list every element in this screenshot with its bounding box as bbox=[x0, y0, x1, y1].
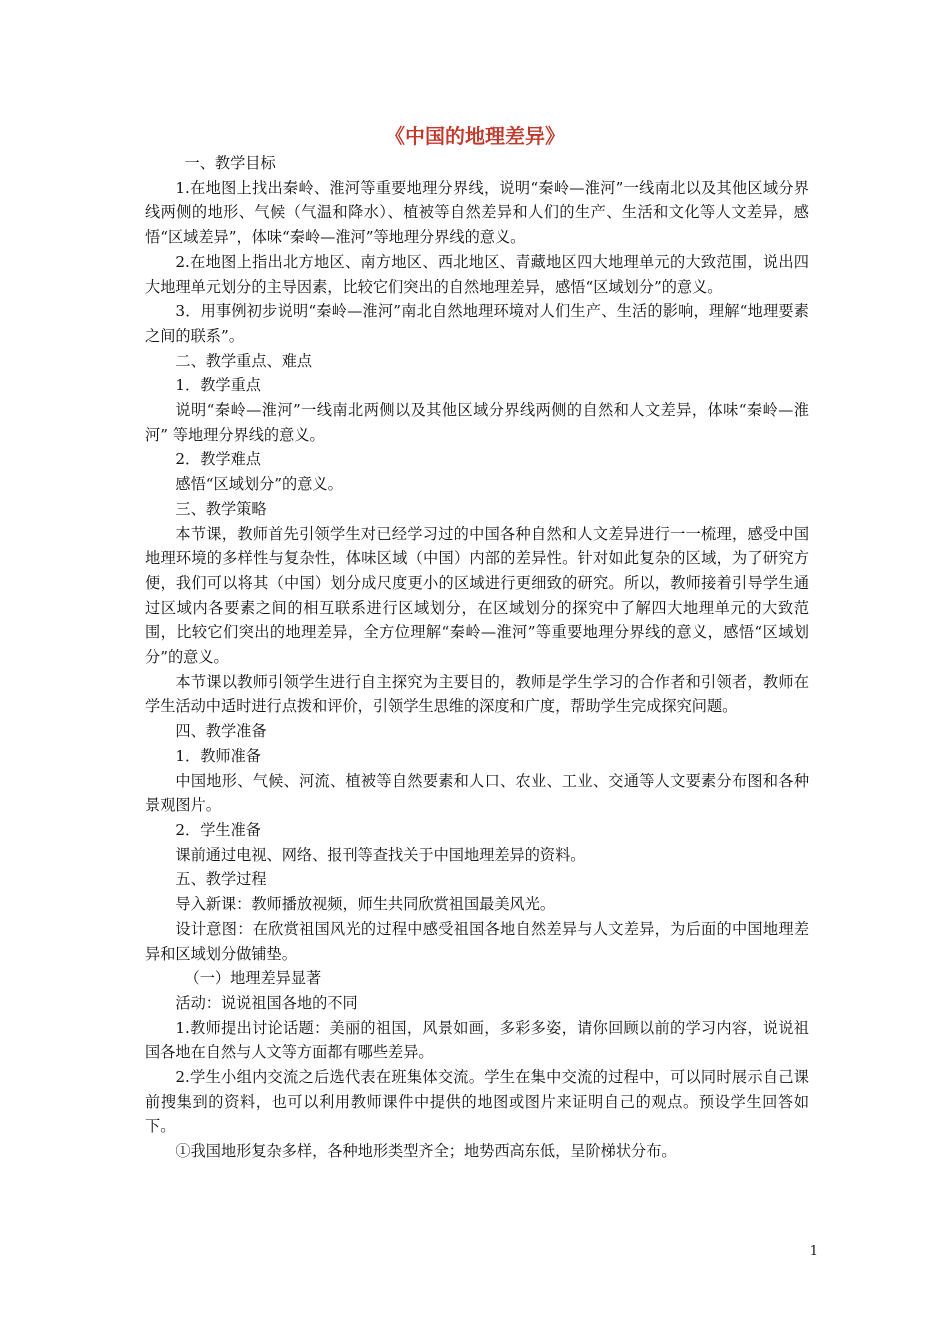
page-number: 1 bbox=[809, 1244, 818, 1259]
paragraph: 说明“秦岭—淮河”一线南北两侧以及其他区域分界线两侧的自然和人文差异，体味“秦岭—淮河” 等地理分界线的意义。 bbox=[145, 401, 809, 444]
section-heading-objectives: 一、教学目标 bbox=[184, 154, 276, 172]
paragraph: 1.在地图上找出秦岭、淮河等重要地理分界线，说明“秦岭—淮河”一线南北以及其他区域分界线两侧的地形、气候（气温和降水）、植被等自然差异和人们的生产、生活和文化等人文差异，感悟“区域差异”，体味“秦岭—淮河”等地理分界线的意义。 bbox=[145, 178, 809, 247]
paragraph: 2.学生小组内交流之后选代表在班集体交流。学生在集中交流的过程中，可以同时展示自己课前搜集到的资料，也可以利用教师课件中提供的地图或图片来证明自己的观点。预设学生回答如下。 bbox=[145, 1068, 809, 1136]
paragraph: 3．用事例初步说明“秦岭—淮河”南北自然地理环境对人们生产、生活的影响，理解“地理要素之间的联系”。 bbox=[145, 302, 809, 345]
paragraph: 活动：说说祖国各地的不同 bbox=[175, 993, 358, 1012]
section-heading-preparation: 四、教学准备 bbox=[175, 722, 267, 741]
subheading-student-prep: 2．学生准备 bbox=[175, 820, 261, 839]
subheading-teacher-prep: 1．教师准备 bbox=[175, 746, 261, 765]
document-title: 《中国的地理差异》 bbox=[385, 124, 565, 148]
subsection-heading: （一）地理差异显著 bbox=[184, 969, 322, 988]
document-body bbox=[145, 151, 809, 1164]
paragraph: 2.在地图上指出北方地区、南方地区、西北地区、青藏地区四大地理单元的大致范围，说出四大地理单元划分的主导因素，比较它们突出的自然地理差异，感悟“区域划分”的意义。 bbox=[145, 252, 809, 296]
section-heading-strategy: 三、教学策略 bbox=[175, 499, 267, 518]
paragraph: 本节课以教师引领学生进行自主探究为主要目的，教师是学生学习的合作者和引领者，教师在学生活动中适时进行点拨和评价，引领学生思维的深度和广度，帮助学生完成探究问题。 bbox=[145, 672, 809, 716]
paragraph: 感悟“区域划分”的意义。 bbox=[175, 475, 343, 494]
paragraph: ①我国地形复杂多样，各种地形类型齐全；地势西高东低，呈阶梯状分布。 bbox=[175, 1142, 677, 1161]
section-heading-process: 五、教学过程 bbox=[175, 870, 267, 889]
paragraph: 导入新课：教师播放视频，师生共同欣赏祖国最美风光。 bbox=[175, 895, 556, 914]
paragraph: 中国地形、气候、河流、植被等自然要素和人口、农业、工业、交通等人文要素分布图和各种景观图片。 bbox=[145, 771, 809, 815]
paragraph: 本节课，教师首先引领学生对已经学习过的中国各种自然和人文差异进行一一梳理，感受中国地理环境的多样性与复杂性，体味区域（中国）内部的差异性。针对如此复杂的区域，为了研究方便，我们可以将其（中国）划分成尺度更小的区域进行更细致的研究。所以，教师接着引导学生通过区域内各要素之间的相互联系进行区域划分，在区域划分的探究中了解四大地理单元的大致范围，比较它们突出的地理差异，全方位理解“秦岭—淮河”等重要地理分界线的意义，感悟“区域划分”的意义。 bbox=[145, 524, 809, 667]
paragraph: 课前通过电视、网络、报刊等查找关于中国地理差异的资料。 bbox=[175, 845, 586, 864]
section-heading-key-points: 二、教学重点、难点 bbox=[175, 351, 313, 370]
subheading-key-point: 1．教学重点 bbox=[175, 376, 261, 395]
paragraph: 设计意图：在欣赏祖国风光的过程中感受祖国各地自然差异与人文差异，为后面的中国地理差异和区域划分做铺垫。 bbox=[145, 919, 809, 963]
paragraph: 1.教师提出讨论话题：美丽的祖国，风景如画，多彩多姿，请你回顾以前的学习内容，说说祖国各地在自然与人文等方面都有哪些差异。 bbox=[145, 1018, 809, 1062]
subheading-difficulty: 2．教学难点 bbox=[175, 450, 261, 469]
